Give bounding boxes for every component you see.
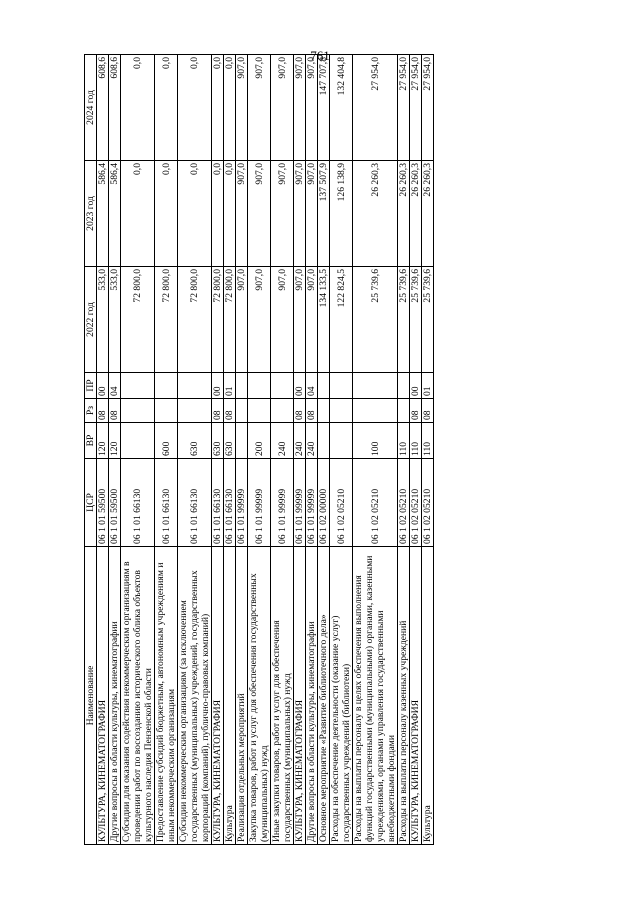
cell-csr: 06 1 01 66130 — [178, 459, 212, 547]
rotated-page-content — [84, 55, 564, 845]
header-pr: ПР — [85, 373, 97, 399]
cell-name: Расходы на выплаты персоналу в целях обеспечения выполнения функций государственными (муниципальными) органами, казенными учреждениями, органами управления государственными внебюджетными фондами — [353, 547, 398, 845]
cell-2022: 25 739,6 — [422, 267, 434, 373]
cell-2022: 25 739,6 — [410, 267, 422, 373]
cell-2024: 907,0 — [306, 55, 318, 161]
cell-pr: 04 — [109, 373, 121, 399]
cell-2023: 26 260,3 — [410, 161, 422, 267]
cell-2022: 907,0 — [294, 267, 306, 373]
table-row — [271, 55, 294, 845]
cell-name: КУЛЬТУРА, КИНЕМАТОГРАФИЯ — [212, 547, 224, 845]
cell-2024: 27 954,0 — [398, 55, 410, 161]
cell-rz — [248, 399, 271, 423]
cell-2022: 122 824,5 — [330, 267, 353, 373]
cell-pr — [330, 373, 353, 399]
cell-name: КУЛЬТУРА, КИНЕМАТОГРАФИЯ — [97, 547, 109, 845]
cell-vr: 630 — [224, 423, 236, 459]
cell-2022: 25 739,6 — [398, 267, 410, 373]
cell-csr: 06 1 01 66130 — [121, 459, 155, 547]
cell-2022: 72 800,0 — [212, 267, 224, 373]
cell-2022: 72 800,0 — [121, 267, 155, 373]
table-row — [318, 55, 330, 845]
cell-csr: 06 1 01 59500 — [109, 459, 121, 547]
cell-pr: 01 — [422, 373, 434, 399]
cell-2023: 907,0 — [248, 161, 271, 267]
cell-vr: 120 — [97, 423, 109, 459]
cell-2023: 586,4 — [109, 161, 121, 267]
cell-2022: 533,0 — [109, 267, 121, 373]
table-row — [248, 55, 271, 845]
cell-name: Предоставление субсидий бюджетным, автономным учреждениям и иным некоммерческим организациям — [155, 547, 178, 845]
cell-vr — [330, 423, 353, 459]
cell-name: КУЛЬТУРА, КИНЕМАТОГРАФИЯ — [410, 547, 422, 845]
table-row — [398, 55, 410, 845]
cell-vr: 110 — [398, 423, 410, 459]
table-row — [155, 55, 178, 845]
cell-rz: 08 — [212, 399, 224, 423]
table-row — [306, 55, 318, 845]
table-row — [212, 55, 224, 845]
budget-table — [84, 54, 434, 845]
cell-csr: 06 1 01 66130 — [155, 459, 178, 547]
cell-2024: 0,0 — [212, 55, 224, 161]
table-body — [97, 55, 434, 845]
cell-pr — [271, 373, 294, 399]
header-name: Наименование — [85, 547, 97, 845]
cell-pr: 00 — [97, 373, 109, 399]
cell-csr: 06 1 02 05210 — [353, 459, 398, 547]
cell-2022: 72 800,0 — [178, 267, 212, 373]
cell-vr: 600 — [155, 423, 178, 459]
cell-vr — [318, 423, 330, 459]
table-row — [109, 55, 121, 845]
cell-csr: 06 1 01 99999 — [306, 459, 318, 547]
header-2023: 2023 год — [85, 161, 97, 267]
cell-pr — [178, 373, 212, 399]
table-row — [422, 55, 434, 845]
cell-vr: 100 — [353, 423, 398, 459]
cell-vr — [236, 423, 248, 459]
cell-2024: 0,0 — [155, 55, 178, 161]
cell-name: Культура — [422, 547, 434, 845]
cell-2023: 907,0 — [271, 161, 294, 267]
cell-rz — [398, 399, 410, 423]
cell-name: Другие вопросы в области культуры, кинематографии — [306, 547, 318, 845]
cell-2024: 0,0 — [178, 55, 212, 161]
cell-vr: 120 — [109, 423, 121, 459]
cell-vr — [121, 423, 155, 459]
cell-2022: 72 800,0 — [155, 267, 178, 373]
cell-2024: 132 404,8 — [330, 55, 353, 161]
cell-pr: 01 — [224, 373, 236, 399]
cell-name: Иные закупки товаров, работ и услуг для обеспечения государственных (муниципальных) нужд — [271, 547, 294, 845]
cell-2024: 27 954,0 — [353, 55, 398, 161]
table-row — [353, 55, 398, 845]
cell-csr: 06 1 01 59500 — [97, 459, 109, 547]
cell-csr: 06 1 02 05210 — [330, 459, 353, 547]
cell-csr: 06 1 01 66130 — [224, 459, 236, 547]
cell-rz: 08 — [224, 399, 236, 423]
cell-name: Расходы на обеспечение деятельности (оказание услуг) государственных учреждений (библиотеки) — [330, 547, 353, 845]
cell-2024: 907,0 — [236, 55, 248, 161]
cell-2024: 907,0 — [271, 55, 294, 161]
cell-pr: 00 — [294, 373, 306, 399]
table-row — [236, 55, 248, 845]
cell-name: КУЛЬТУРА, КИНЕМАТОГРАФИЯ — [294, 547, 306, 845]
table-row — [294, 55, 306, 845]
cell-csr: 06 1 02 00000 — [318, 459, 330, 547]
cell-2022: 533,0 — [97, 267, 109, 373]
cell-2024: 147 707,8 — [318, 55, 330, 161]
cell-pr — [318, 373, 330, 399]
cell-pr: 00 — [410, 373, 422, 399]
cell-vr: 240 — [306, 423, 318, 459]
cell-rz — [318, 399, 330, 423]
cell-2023: 126 138,9 — [330, 161, 353, 267]
cell-2024: 907,0 — [248, 55, 271, 161]
cell-vr: 240 — [271, 423, 294, 459]
table-row — [224, 55, 236, 845]
cell-2023: 0,0 — [224, 161, 236, 267]
cell-2023: 907,0 — [294, 161, 306, 267]
cell-csr: 06 1 01 66130 — [212, 459, 224, 547]
cell-rz: 08 — [109, 399, 121, 423]
table-row — [330, 55, 353, 845]
cell-2023: 137 507,9 — [318, 161, 330, 267]
header-rz: Рз — [85, 399, 97, 423]
table-row — [97, 55, 109, 845]
cell-vr: 630 — [178, 423, 212, 459]
cell-2023: 26 260,3 — [398, 161, 410, 267]
cell-rz — [330, 399, 353, 423]
cell-csr: 06 1 01 99999 — [248, 459, 271, 547]
cell-name: Другие вопросы в области культуры, кинематографии — [109, 547, 121, 845]
cell-vr: 240 — [294, 423, 306, 459]
cell-rz: 08 — [294, 399, 306, 423]
cell-2022: 907,0 — [271, 267, 294, 373]
cell-vr: 110 — [422, 423, 434, 459]
cell-pr — [236, 373, 248, 399]
cell-rz: 08 — [422, 399, 434, 423]
table-header-row — [85, 55, 97, 845]
cell-2024: 27 954,0 — [422, 55, 434, 161]
cell-pr — [121, 373, 155, 399]
cell-2022: 134 133,5 — [318, 267, 330, 373]
cell-pr — [353, 373, 398, 399]
cell-2023: 0,0 — [178, 161, 212, 267]
cell-rz: 08 — [306, 399, 318, 423]
cell-pr: 04 — [306, 373, 318, 399]
header-vr: ВР — [85, 423, 97, 459]
cell-2024: 608,6 — [97, 55, 109, 161]
table-row — [121, 55, 155, 845]
table-row — [178, 55, 212, 845]
cell-rz — [178, 399, 212, 423]
cell-2022: 25 739,6 — [353, 267, 398, 373]
cell-2024: 0,0 — [121, 55, 155, 161]
cell-csr: 06 1 02 05210 — [398, 459, 410, 547]
cell-vr: 110 — [410, 423, 422, 459]
cell-rz: 08 — [410, 399, 422, 423]
cell-name: Расходы на выплаты персоналу казенных учреждений — [398, 547, 410, 845]
cell-2023: 26 260,3 — [353, 161, 398, 267]
cell-rz: 08 — [97, 399, 109, 423]
cell-2024: 0,0 — [224, 55, 236, 161]
cell-pr — [248, 373, 271, 399]
table-row — [410, 55, 422, 845]
cell-2022: 907,0 — [306, 267, 318, 373]
cell-pr — [155, 373, 178, 399]
header-csr: ЦСР — [85, 459, 97, 547]
cell-rz — [353, 399, 398, 423]
cell-vr: 630 — [212, 423, 224, 459]
cell-name: Реализация отдельных мероприятий — [236, 547, 248, 845]
cell-pr: 00 — [212, 373, 224, 399]
cell-name: Закупка товаров, работ и услуг для обеспечения государственных (муниципальных) нужд — [248, 547, 271, 845]
cell-2024: 27 954,0 — [410, 55, 422, 161]
cell-2024: 608,6 — [109, 55, 121, 161]
cell-name: Субсидии для оказания содействия некоммерческим организациям в проведении работ по воссозданию исторического облика объектов культурного наследия Пензенской области — [121, 547, 155, 845]
header-2024: 2024 год — [85, 55, 97, 161]
cell-csr: 06 1 01 99999 — [294, 459, 306, 547]
cell-rz — [236, 399, 248, 423]
cell-rz — [271, 399, 294, 423]
cell-rz — [155, 399, 178, 423]
cell-2023: 907,0 — [236, 161, 248, 267]
cell-2023: 26 260,3 — [422, 161, 434, 267]
cell-2022: 72 800,0 — [224, 267, 236, 373]
cell-2024: 907,0 — [294, 55, 306, 161]
header-2022: 2022 год — [85, 267, 97, 373]
cell-name: Субсидии некоммерческим организациям (за исключением государственных (муниципальных) учреждений, государственных корпораций (компаний), публично-правовых компаний) — [178, 547, 212, 845]
cell-csr: 06 1 01 99999 — [236, 459, 248, 547]
cell-csr: 06 1 02 05210 — [422, 459, 434, 547]
cell-2023: 0,0 — [212, 161, 224, 267]
cell-2023: 907,0 — [306, 161, 318, 267]
cell-name: Основное мероприятие «Развитие библиотечного дела» — [318, 547, 330, 845]
page-number: 761 — [310, 48, 330, 63]
cell-pr — [398, 373, 410, 399]
cell-name: Культура — [224, 547, 236, 845]
cell-csr: 06 1 01 99999 — [271, 459, 294, 547]
cell-2023: 586,4 — [97, 161, 109, 267]
cell-2022: 907,0 — [236, 267, 248, 373]
cell-csr: 06 1 02 05210 — [410, 459, 422, 547]
cell-vr: 200 — [248, 423, 271, 459]
cell-2023: 0,0 — [121, 161, 155, 267]
cell-2023: 0,0 — [155, 161, 178, 267]
cell-2022: 907,0 — [248, 267, 271, 373]
cell-rz — [121, 399, 155, 423]
